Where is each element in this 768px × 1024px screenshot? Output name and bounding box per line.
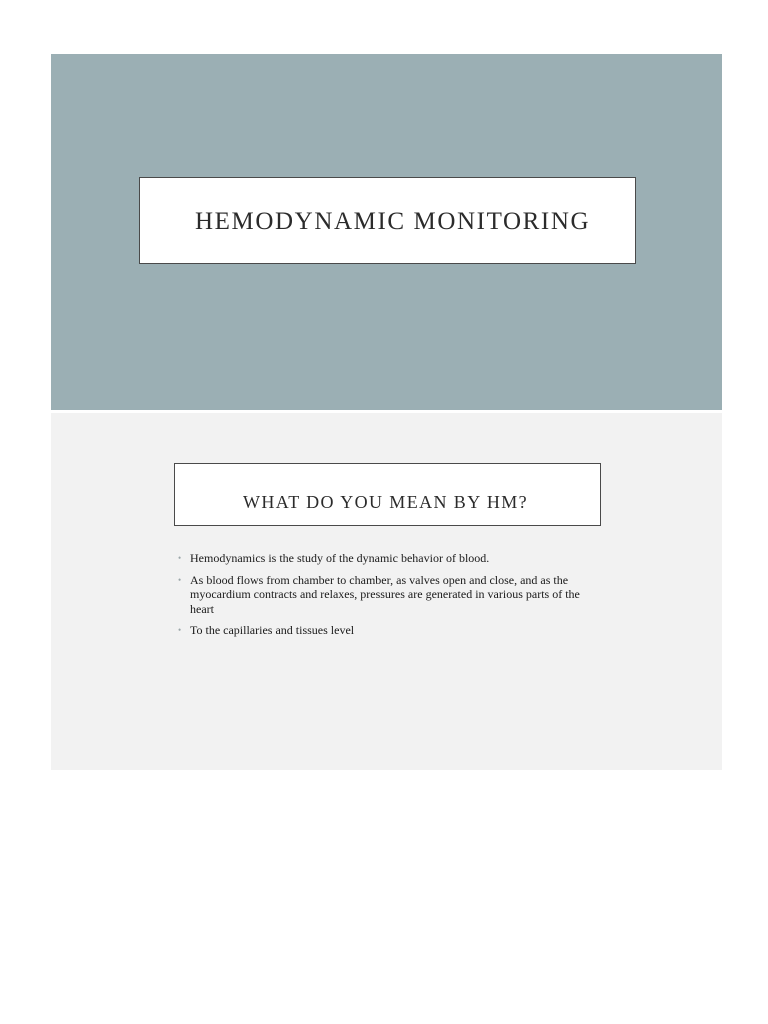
slide-1 <box>51 54 722 410</box>
bullet-list <box>178 551 598 645</box>
slide-1-title-box <box>139 177 636 264</box>
bullet-dot-icon: • <box>178 625 182 635</box>
slide-2-title: WHAT DO YOU MEAN BY HM? <box>243 491 529 512</box>
bullet-dot-icon: • <box>178 553 182 563</box>
slide-1-title: HEMODYNAMIC MONITORING <box>195 208 591 235</box>
bullet-text: To the capillaries and tissues level <box>190 623 355 637</box>
bullet-text: Hemodynamics is the study of the dynamic behavior of blood. <box>190 551 490 565</box>
bullet-text: As blood flows from chamber to chamber, as valves open and close, and as the myocardium contracts and relaxes, pressures are generated in various parts of the heart <box>190 572 580 616</box>
list-item <box>178 573 598 617</box>
list-item <box>178 623 598 638</box>
bullet-dot-icon: • <box>178 574 182 585</box>
slide-2-title-box <box>174 463 601 526</box>
list-item <box>178 551 598 566</box>
slide-2 <box>51 413 722 770</box>
